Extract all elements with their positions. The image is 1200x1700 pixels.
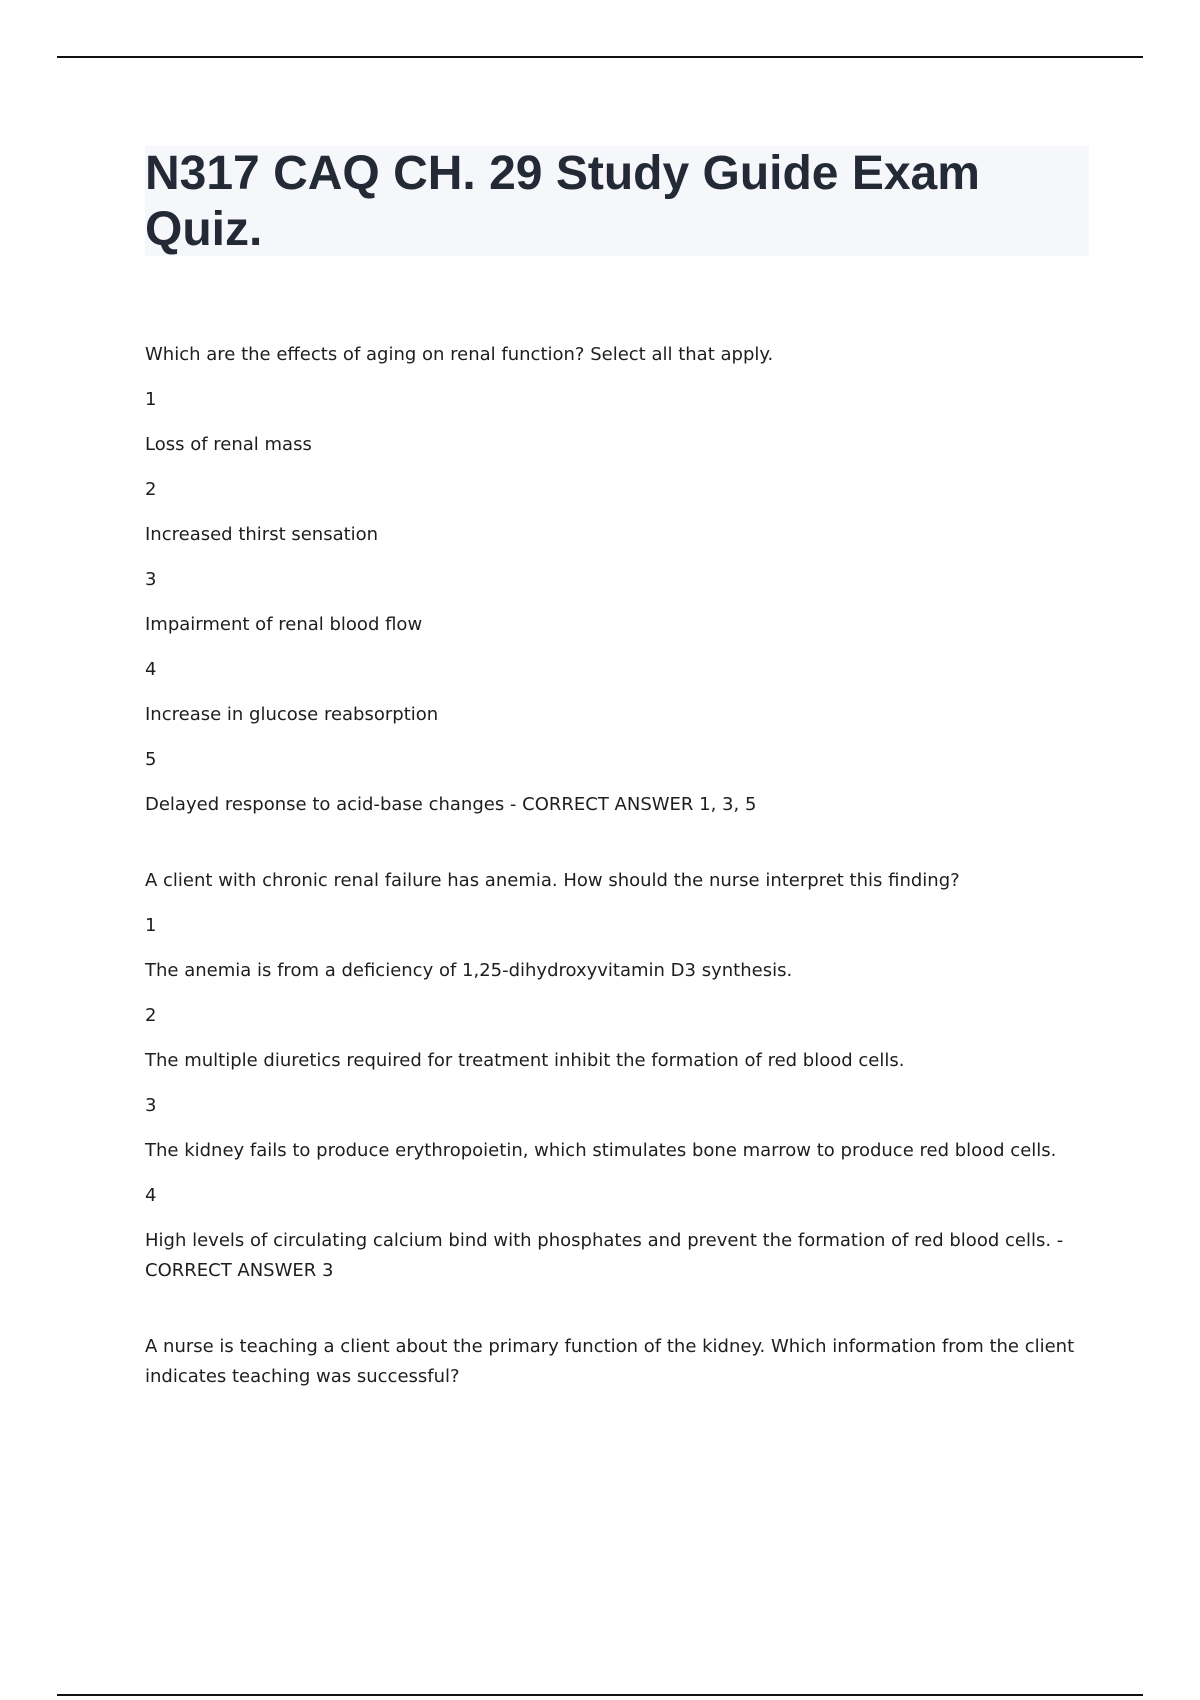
top-rule [57,56,1143,58]
option-text: Increased thirst sensation [145,524,379,545]
option-text: Loss of renal mass [145,434,312,455]
question-text: A nurse is teaching a client about the primary function of the kidney. Which information from the client indicates teaching was successful? [145,1336,1075,1387]
option-text: The anemia is from a deficiency of 1,25-dihydroxyvitamin D3 synthesis. [145,960,793,981]
question-block [145,1332,1090,1392]
option-text: Delayed response to acid-base changes - CORRECT ANSWER 1, 3, 5 [145,794,757,815]
question-text: Which are the effects of aging on renal function? Select all that apply. [145,344,774,365]
option-number: 1 [145,389,157,410]
question-block [145,340,1090,820]
option-text: Increase in glucose reabsorption [145,704,439,725]
option-number: 4 [145,1185,157,1206]
bottom-rule [57,1694,1143,1696]
title-banner [145,146,1089,256]
question-block [145,866,1090,1286]
question-list [145,340,1090,1438]
option-number: 4 [145,659,157,680]
option-number: 1 [145,915,157,936]
option-text: The kidney fails to produce erythropoietin, which stimulates bone marrow to produce red blood cells. [145,1140,1057,1161]
question-text: A client with chronic renal failure has anemia. How should the nurse interpret this finding? [145,870,960,891]
option-text: High levels of circulating calcium bind with phosphates and prevent the formation of red blood cells. - CORRECT ANSWER 3 [145,1230,1064,1281]
option-number: 5 [145,749,157,770]
page-title: N317 CAQ CH. 29 Study Guide Exam Quiz. [145,147,980,256]
option-text: The multiple diuretics required for treatment inhibit the formation of red blood cells. [145,1050,905,1071]
option-number: 2 [145,1005,157,1026]
option-number: 3 [145,569,157,590]
option-number: 2 [145,479,157,500]
option-number: 3 [145,1095,157,1116]
option-text: Impairment of renal blood flow [145,614,423,635]
